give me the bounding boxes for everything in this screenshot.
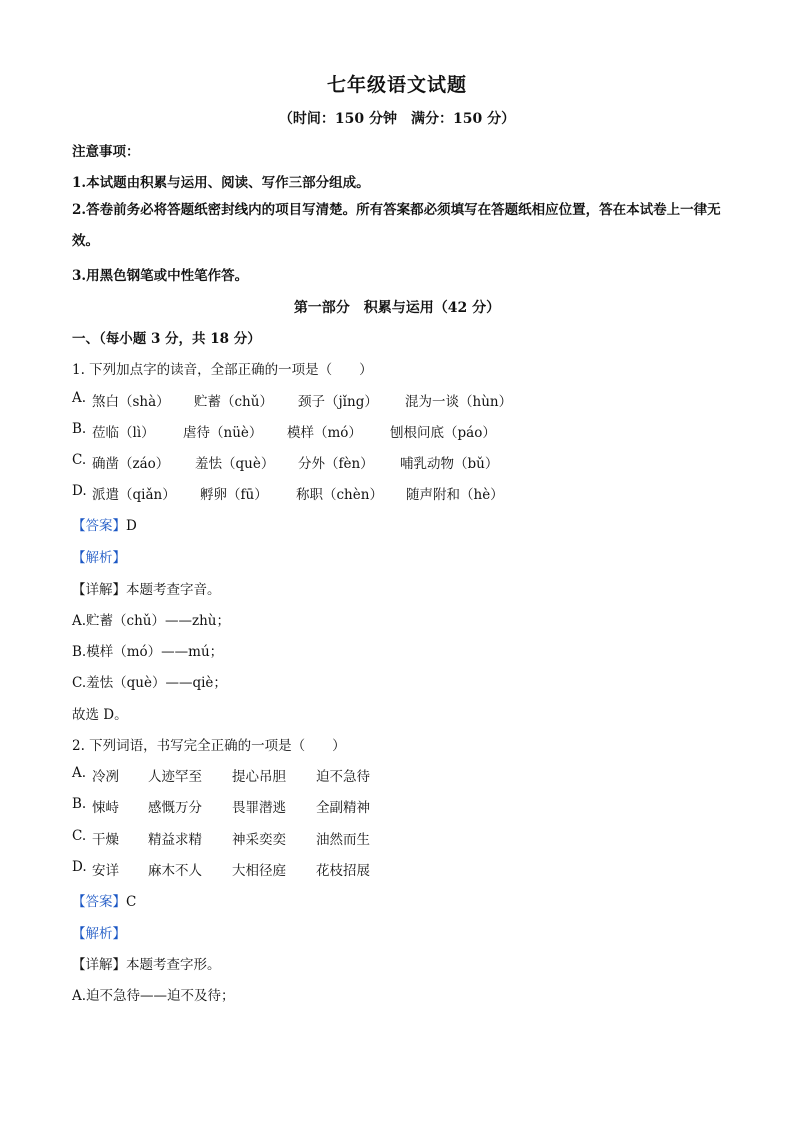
option-item: 煞白（shà） (92, 394, 170, 410)
option-item: 提心吊胆 (232, 769, 286, 785)
question-1-explanation-line: B.模样（mó）——mú； (72, 644, 224, 660)
note-item-1: 1.本试题由积累与运用、阅读、写作三部分组成。 (72, 175, 370, 191)
detail-tag: 【详解】 (72, 582, 126, 598)
option-label: B. (72, 796, 87, 812)
option-item: 分外（fèn） (298, 456, 374, 472)
option-item: 干燥 (92, 832, 119, 848)
option-item: 哺乳动物（bǔ） (400, 456, 499, 472)
question-2-detail (72, 953, 221, 973)
question-1-explanation-line: C.羞怯（què）——qiè； (72, 675, 227, 691)
option-item: 悚峙 (92, 800, 119, 816)
option-item: 称职（chèn） (296, 487, 383, 503)
option-item: 冷冽 (92, 769, 119, 785)
option-item: 畏罪潜逃 (232, 800, 286, 816)
note-item-2: 2.答卷前务必将答题纸密封线内的项目写清楚。所有答案都必须填写在答题纸相应位置，答在本试卷上一律无效。 (72, 202, 721, 249)
option-label: A. (72, 765, 87, 781)
option-item: 精益求精 (148, 832, 202, 848)
option-item: 麻木不人 (148, 863, 202, 879)
question-2-analysis-tag: 【解析】 (72, 926, 126, 942)
question-1-stem: 1. 下列加点字的读音，全部正确的一项是（ ） (72, 362, 373, 378)
question-1-conclusion: 故选 D。 (72, 707, 128, 723)
option-item: 迫不急待 (316, 769, 370, 785)
answer-tag: 【答案】 (72, 518, 126, 534)
option-label: D. (72, 483, 87, 499)
question-1-detail (72, 578, 221, 598)
question-1-analysis-tag: 【解析】 (72, 550, 126, 566)
notes-heading: 注意事项： (72, 144, 140, 160)
option-item: 羞怯（què） (195, 456, 275, 472)
option-item: 花枝招展 (316, 863, 370, 879)
option-item: 贮蓄（chǔ） (194, 394, 273, 410)
question-2-explanation-line: A.迫不急待——迫不及待； (72, 988, 235, 1004)
detail-tag: 【详解】 (72, 957, 126, 973)
option-item: 派遣（qiǎn） (92, 487, 176, 503)
question-2-answer (72, 890, 136, 910)
option-item: 确凿（záo） (92, 456, 170, 472)
option-item: 随声附和（hè） (406, 487, 504, 503)
page-title: 七年级语文试题 (326, 74, 467, 96)
question-1-answer (72, 514, 137, 534)
option-item: 油然而生 (316, 832, 370, 848)
question-2-stem: 2. 下列词语，书写完全正确的一项是（ ） (72, 738, 346, 754)
option-item: 神采奕奕 (232, 832, 286, 848)
part-heading: 第一部分 积累与运用（42 分） (293, 300, 501, 316)
question-group-heading: 一、（每小题 3 分，共 18 分） (72, 331, 261, 347)
option-item: 虐待（nüè） (183, 425, 263, 441)
option-item: 莅临（lì） (92, 425, 155, 441)
option-item: 模样（mó） (287, 425, 362, 441)
option-item: 孵卵（fū） (200, 487, 268, 503)
detail-text: 本题考查字音。 (126, 582, 221, 598)
option-label: D. (72, 859, 87, 875)
option-item: 感慨万分 (148, 800, 202, 816)
option-item: 全副精神 (316, 800, 370, 816)
detail-text: 本题考查字形。 (126, 957, 221, 973)
question-1-explanation-line: A.贮蓄（chǔ）——zhù； (72, 613, 230, 629)
option-item: 混为一谈（hùn） (405, 394, 513, 410)
option-item: 刨根问底（páo） (390, 425, 496, 441)
exam-info: （时间：150 分钟 满分：150 分） (278, 111, 516, 127)
option-item: 安详 (92, 863, 119, 879)
option-item: 人迹罕至 (148, 769, 202, 785)
option-item: 颈子（jǐng） (298, 394, 378, 410)
note-item-3: 3.用黑色钢笔或中性笔作答。 (72, 268, 249, 284)
option-item: 大相径庭 (232, 863, 286, 879)
answer-value: C (126, 894, 137, 910)
answer-value: D (126, 518, 137, 534)
option-label: A. (72, 390, 87, 406)
option-label: C. (72, 452, 87, 468)
option-label: B. (72, 421, 87, 437)
answer-tag: 【答案】 (72, 894, 126, 910)
option-label: C. (72, 828, 87, 844)
